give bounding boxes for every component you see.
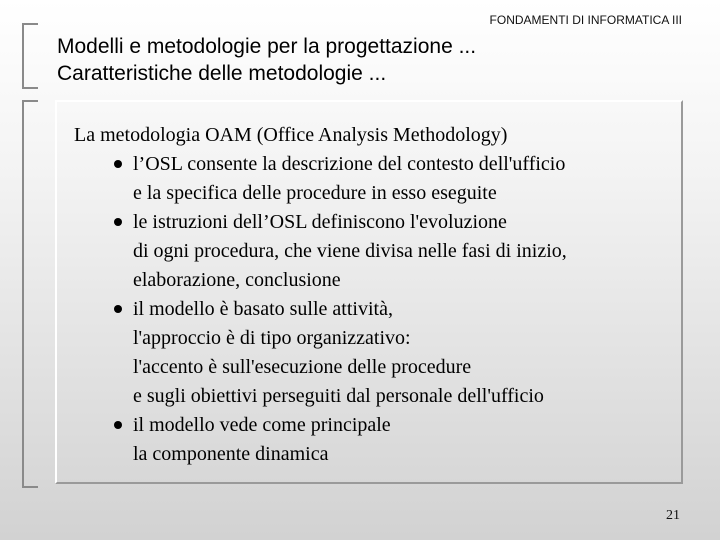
bullet-item [74, 208, 684, 295]
course-header: FONDAMENTI DI INFORMATICA III [489, 13, 682, 27]
bullet-line: e la specifica delle procedure in esso eseguite [133, 182, 497, 204]
bullet-line: l'approccio è di tipo organizzativo: [133, 327, 411, 349]
bullet-line: di ogni procedura, che viene divisa nelle fasi di inizio, [133, 240, 567, 262]
content-bracket-decoration [22, 100, 38, 488]
slide-body [74, 121, 684, 469]
intro-text: La metodologia OAM (Office Analysis Methodology) [74, 124, 508, 146]
bullet-line: e sugli obiettivi perseguiti dal personale dell'ufficio [133, 385, 544, 407]
bullet-line: il modello vede come principale [133, 414, 391, 436]
slide-title [57, 33, 476, 87]
page-number: 21 [666, 508, 680, 523]
bullet-line: l’OSL consente la descrizione del contesto dell'ufficio [133, 153, 566, 175]
title-bracket-decoration [22, 23, 38, 89]
bullet-item [74, 150, 684, 208]
bullet-line: le istruzioni dell’OSL definiscono l'evoluzione [133, 211, 507, 233]
bullet-dot-icon [114, 421, 122, 429]
bullet-item [74, 411, 684, 469]
slide-title-line-1: Modelli e metodologie per la progettazione ... [57, 35, 477, 58]
bullet-item [74, 295, 684, 411]
bullet-dot-icon [114, 160, 122, 168]
bullet-dot-icon [114, 305, 122, 313]
bullet-line: la componente dinamica [133, 443, 329, 465]
bullet-dot-icon [114, 218, 122, 226]
bullet-line: l'accento è sull'esecuzione delle procedure [133, 356, 472, 378]
bullet-line: elaborazione, conclusione [133, 269, 341, 291]
slide-title-line-2: Caratteristiche delle metodologie ... [57, 62, 387, 85]
bullet-line: il modello è basato sulle attività, [133, 298, 393, 320]
bullet-list [74, 150, 684, 469]
